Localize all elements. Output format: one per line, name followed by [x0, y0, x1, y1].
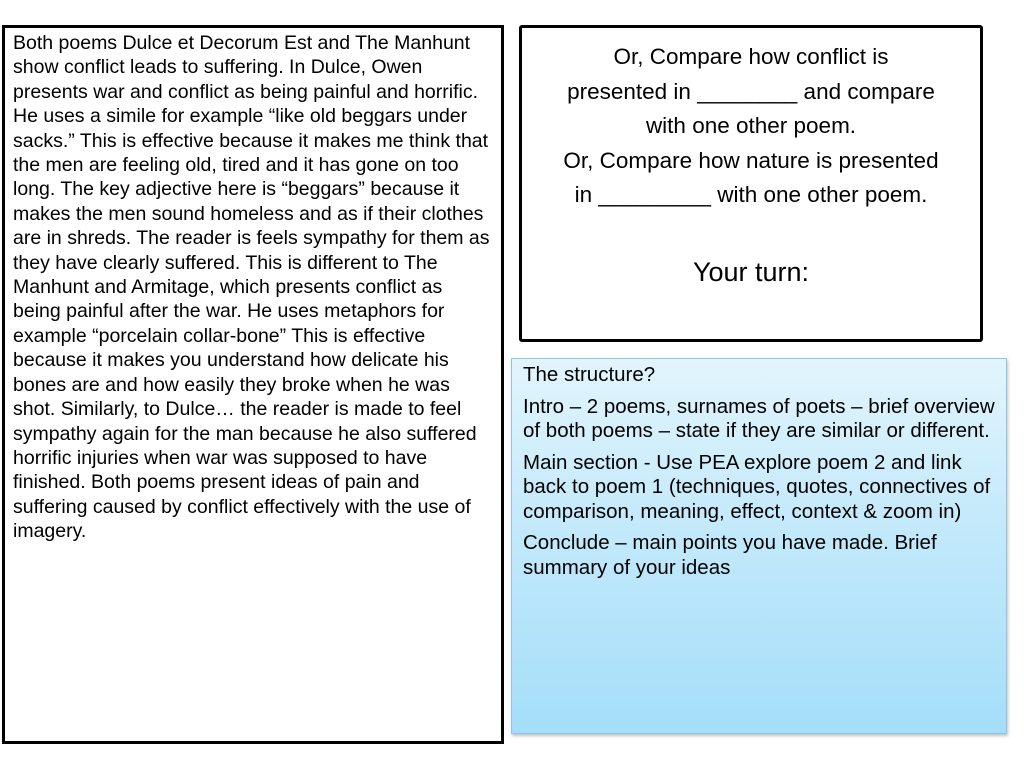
task-line-2: presented in ________ and compare	[567, 78, 935, 104]
structure-main-section: Main section - Use PEA explore poem 2 and link back to poem 1 (techniques, quotes, connectives of comparison, meaning, effect, context & zoom in)	[523, 450, 991, 523]
task-line-1: Or, Compare how conflict is	[613, 44, 889, 69]
task-line-4: Or, Compare how nature is presented	[563, 147, 939, 173]
your-turn-heading: Your turn:	[692, 256, 810, 287]
example-essay-text: Both poems Dulce et Decorum Est and The Manhunt show conflict leads to suffering. In Dulce, Owen presents war and conflict as being painful and horrific. He uses a simile for example “like old beggars under sacks.” This is effective because it makes me think that the men are feeling old, tired and it has gone on too long. The key adjective here is “beggars” because it makes the men sound homeless and as if their clothes are in shreds. The reader is feels sympathy for them as they have clearly suffered. This is different to The Manhunt and Armitage, which presents conflict as being painful after the war. He uses metaphors for example “porcelain collar-bone” This is effective because it makes you understand how delicate his bones are and how easily they broke when he was shot. Similarly, to Dulce… the reader is made to feel sympathy again for the man because he also suffered horrific injuries when war was supposed to have finished. Both poems present ideas of pain and suffering caused by conflict effectively with the use of imagery.	[13, 32, 490, 543]
structure-conclude: Conclude – main points you have made. Brief summary of your ideas	[523, 531, 937, 579]
task-box	[519, 25, 983, 342]
task-line-3: with one other poem.	[645, 113, 857, 138]
structure-intro: Intro – 2 poems, surnames of poets – brief overview of both poems – state if they are similar or different.	[523, 394, 995, 442]
task-line-5: in _________ with one other poem.	[574, 182, 928, 207]
example-essay-box	[2, 25, 504, 744]
structure-box	[511, 358, 1007, 734]
structure-heading: The structure?	[523, 363, 656, 386]
